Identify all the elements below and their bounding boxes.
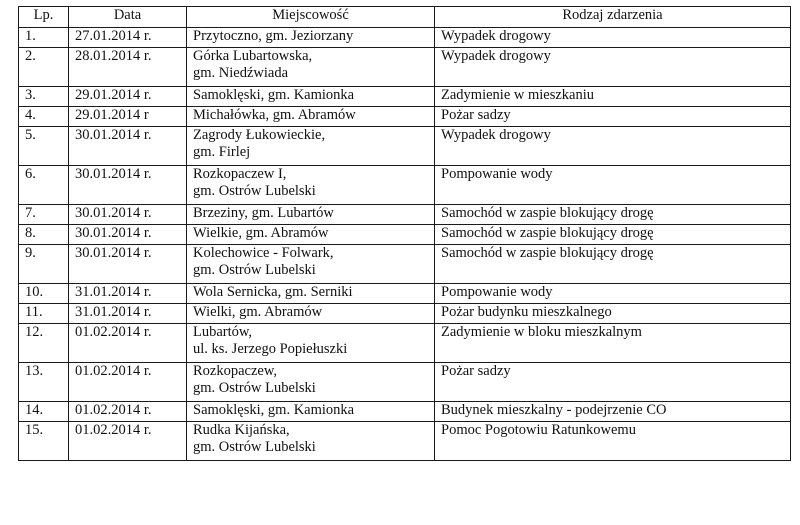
incident-table (18, 6, 791, 461)
cell-date: 31.01.2014 r. (69, 284, 187, 304)
cell-lp: 14. (19, 402, 69, 422)
table-row (19, 87, 791, 107)
table-row (19, 28, 791, 48)
cell-type: Wypadek drogowy (435, 28, 791, 48)
cell-type: Pożar budynku mieszkalnego (435, 304, 791, 324)
cell-type: Budynek mieszkalny - podejrzenie CO (435, 402, 791, 422)
cell-type: Samochód w zaspie blokujący drogę (435, 225, 791, 245)
cell-type: Pożar sadzy (435, 363, 791, 402)
table-row (19, 107, 791, 127)
header-date: Data (69, 7, 187, 28)
cell-place: Michałówka, gm. Abramów (187, 107, 435, 127)
table-row (19, 324, 791, 363)
cell-lp: 1. (19, 28, 69, 48)
table-row (19, 127, 791, 166)
cell-lp: 15. (19, 422, 69, 461)
header-row (19, 7, 791, 28)
cell-date: 27.01.2014 r. (69, 28, 187, 48)
cell-place: Lubartów, ul. ks. Jerzego Popiełuszki (187, 324, 435, 363)
cell-date: 30.01.2014 r. (69, 166, 187, 205)
table-row (19, 166, 791, 205)
cell-place: Rozkopaczew, gm. Ostrów Lubelski (187, 363, 435, 402)
cell-place: Zagrody Łukowieckie, gm. Firlej (187, 127, 435, 166)
cell-lp: 5. (19, 127, 69, 166)
cell-lp: 10. (19, 284, 69, 304)
cell-type: Zadymienie w mieszkaniu (435, 87, 791, 107)
cell-type: Samochód w zaspie blokujący drogę (435, 205, 791, 225)
cell-type: Pompowanie wody (435, 284, 791, 304)
cell-type: Wypadek drogowy (435, 48, 791, 87)
cell-place: Wola Sernicka, gm. Serniki (187, 284, 435, 304)
cell-lp: 11. (19, 304, 69, 324)
cell-place: Przytoczno, gm. Jeziorzany (187, 28, 435, 48)
cell-date: 01.02.2014 r. (69, 324, 187, 363)
table-row (19, 205, 791, 225)
cell-place: Brzeziny, gm. Lubartów (187, 205, 435, 225)
cell-date: 01.02.2014 r. (69, 402, 187, 422)
cell-date: 01.02.2014 r. (69, 422, 187, 461)
cell-type: Pompowanie wody (435, 166, 791, 205)
cell-lp: 6. (19, 166, 69, 205)
cell-place: Rudka Kijańska, gm. Ostrów Lubelski (187, 422, 435, 461)
table-row (19, 245, 791, 284)
cell-date: 30.01.2014 r. (69, 127, 187, 166)
cell-date: 29.01.2014 r. (69, 87, 187, 107)
table-row (19, 363, 791, 402)
cell-type: Zadymienie w bloku mieszkalnym (435, 324, 791, 363)
header-type: Rodzaj zdarzenia (435, 7, 791, 28)
cell-place: Wielki, gm. Abramów (187, 304, 435, 324)
cell-type: Wypadek drogowy (435, 127, 791, 166)
cell-lp: 4. (19, 107, 69, 127)
cell-type: Pożar sadzy (435, 107, 791, 127)
table-row (19, 225, 791, 245)
cell-lp: 13. (19, 363, 69, 402)
cell-type: Pomoc Pogotowiu Ratunkowemu (435, 422, 791, 461)
cell-date: 31.01.2014 r. (69, 304, 187, 324)
cell-date: 28.01.2014 r. (69, 48, 187, 87)
table-row (19, 402, 791, 422)
cell-lp: 3. (19, 87, 69, 107)
cell-place: Kolechowice - Folwark, gm. Ostrów Lubelski (187, 245, 435, 284)
cell-place: Górka Lubartowska, gm. Niedźwiada (187, 48, 435, 87)
table-row (19, 284, 791, 304)
cell-lp: 2. (19, 48, 69, 87)
cell-date: 01.02.2014 r. (69, 363, 187, 402)
cell-date: 30.01.2014 r. (69, 205, 187, 225)
cell-place: Wielkie, gm. Abramów (187, 225, 435, 245)
cell-date: 29.01.2014 r (69, 107, 187, 127)
header-lp: Lp. (19, 7, 69, 28)
cell-lp: 9. (19, 245, 69, 284)
cell-lp: 12. (19, 324, 69, 363)
cell-lp: 7. (19, 205, 69, 225)
header-place: Miejscowość (187, 7, 435, 28)
cell-place: Samoklęski, gm. Kamionka (187, 87, 435, 107)
cell-date: 30.01.2014 r. (69, 245, 187, 284)
table-row (19, 48, 791, 87)
table-row (19, 422, 791, 461)
cell-type: Samochód w zaspie blokujący drogę (435, 245, 791, 284)
cell-date: 30.01.2014 r. (69, 225, 187, 245)
table-row (19, 304, 791, 324)
cell-place: Samoklęski, gm. Kamionka (187, 402, 435, 422)
cell-place: Rozkopaczew I, gm. Ostrów Lubelski (187, 166, 435, 205)
cell-lp: 8. (19, 225, 69, 245)
